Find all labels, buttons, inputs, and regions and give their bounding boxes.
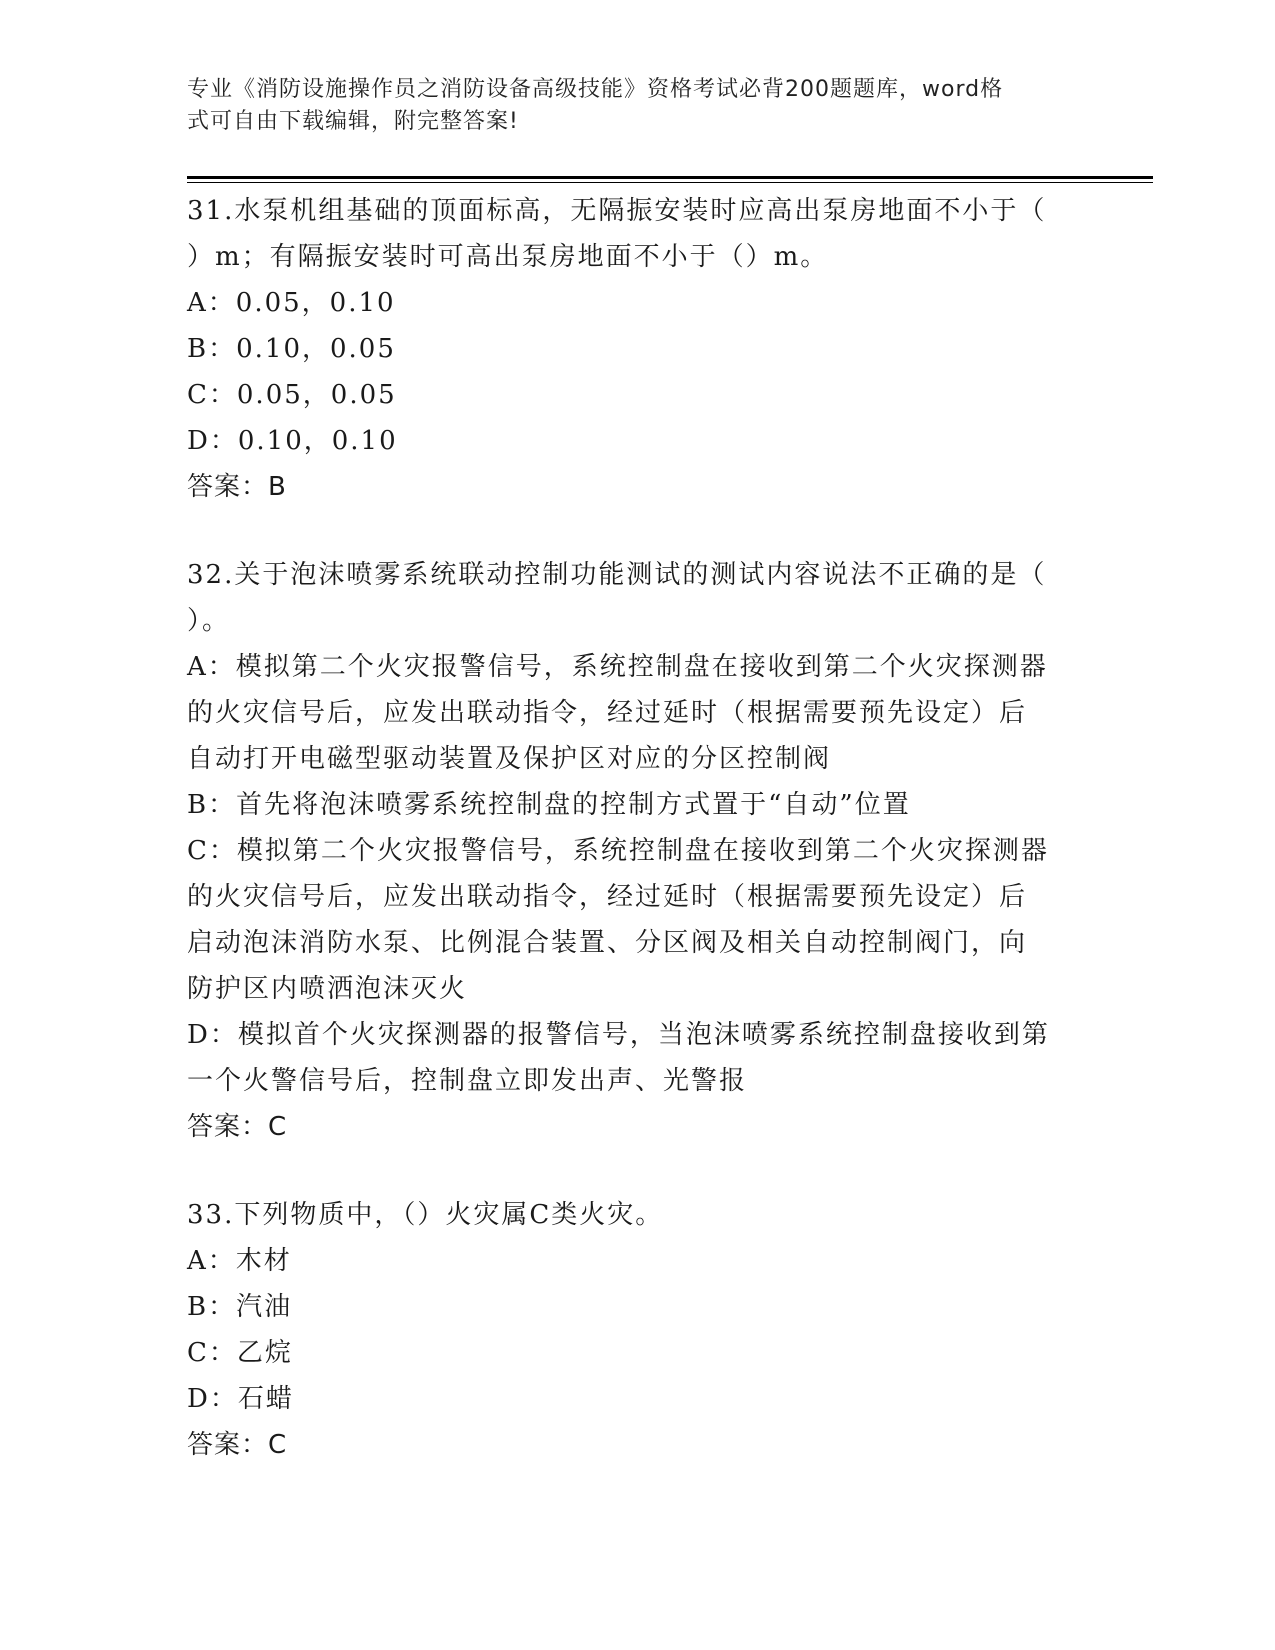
- question-32-option-a-line-1: A：模拟第二个火灾报警信号，系统控制盘在接收到第二个火灾探测器: [187, 652, 1048, 682]
- question-33: [187, 1192, 1077, 1468]
- question-32-option-c-line-3: 启动泡沫消防水泵、比例混合装置、分区阀及相关自动控制阀门，向: [187, 928, 1028, 958]
- document-header: [187, 74, 1067, 138]
- question-33-option-b: B：汽油: [187, 1292, 293, 1322]
- question-32-option-c-line-2: 的火灾信号后，应发出联动指令，经过延时（根据需要预先设定）后: [187, 882, 1028, 912]
- question-32-option-d-line-1: D：模拟首个火灾探测器的报警信号，当泡沫喷雾系统控制盘接收到第: [187, 1020, 1050, 1050]
- question-31-stem-line-1: 31.水泵机组基础的顶面标高，无隔振安装时应高出泵房地面不小于（: [187, 196, 1047, 226]
- question-32-stem-line-1: 32.关于泡沫喷雾系统联动控制功能测试的测试内容说法不正确的是（: [187, 560, 1047, 590]
- question-32-option-d-line-2: 一个火警信号后，控制盘立即发出声、光警报: [187, 1066, 748, 1096]
- question-32-stem-line-2: ）。: [187, 606, 231, 636]
- question-31-option-a: A：0.05，0.10: [187, 288, 396, 318]
- question-32-answer: 答案：C: [187, 1112, 288, 1142]
- header-line-1: 专业《消防设施操作员之消防设备高级技能》资格考试必背200题题库，word格: [187, 77, 1004, 102]
- question-33-option-d: D：石蜡: [187, 1384, 294, 1414]
- question-33-option-c: C：乙烷: [187, 1338, 293, 1368]
- question-33-answer: 答案：C: [187, 1430, 288, 1460]
- question-list: [187, 188, 1077, 1510]
- question-32-option-c-line-1: C：模拟第二个火灾报警信号，系统控制盘在接收到第二个火灾探测器: [187, 836, 1049, 866]
- question-32-option-c-line-4: 防护区内喷洒泡沫灭火: [187, 974, 468, 1004]
- question-32-option-a-line-2: 的火灾信号后，应发出联动指令，经过延时（根据需要预先设定）后: [187, 698, 1028, 728]
- header-divider-thick: [187, 176, 1153, 179]
- question-31: [187, 188, 1077, 510]
- question-31-option-d: D：0.10，0.10: [187, 426, 398, 456]
- question-33-option-a: A：木材: [187, 1246, 292, 1276]
- question-32-option-a-line-3: 自动打开电磁型驱动装置及保护区对应的分区控制阀: [187, 744, 832, 774]
- question-32: [187, 552, 1077, 1150]
- question-31-option-c: C：0.05，0.05: [187, 380, 397, 410]
- question-32-option-b: B：首先将泡沫喷雾系统控制盘的控制方式置于“自动”位置: [187, 790, 911, 820]
- question-33-stem: 33.下列物质中，（）火灾属C类火灾。: [187, 1200, 664, 1230]
- question-31-answer: 答案：B: [187, 472, 287, 502]
- question-31-option-b: B：0.10，0.05: [187, 334, 396, 364]
- question-31-stem-line-2: ）m；有隔振安装时可高出泵房地面不小于（）m。: [187, 242, 829, 272]
- header-divider-thin: [187, 182, 1153, 183]
- header-line-2: 式可自由下载编辑，附完整答案!: [187, 109, 519, 134]
